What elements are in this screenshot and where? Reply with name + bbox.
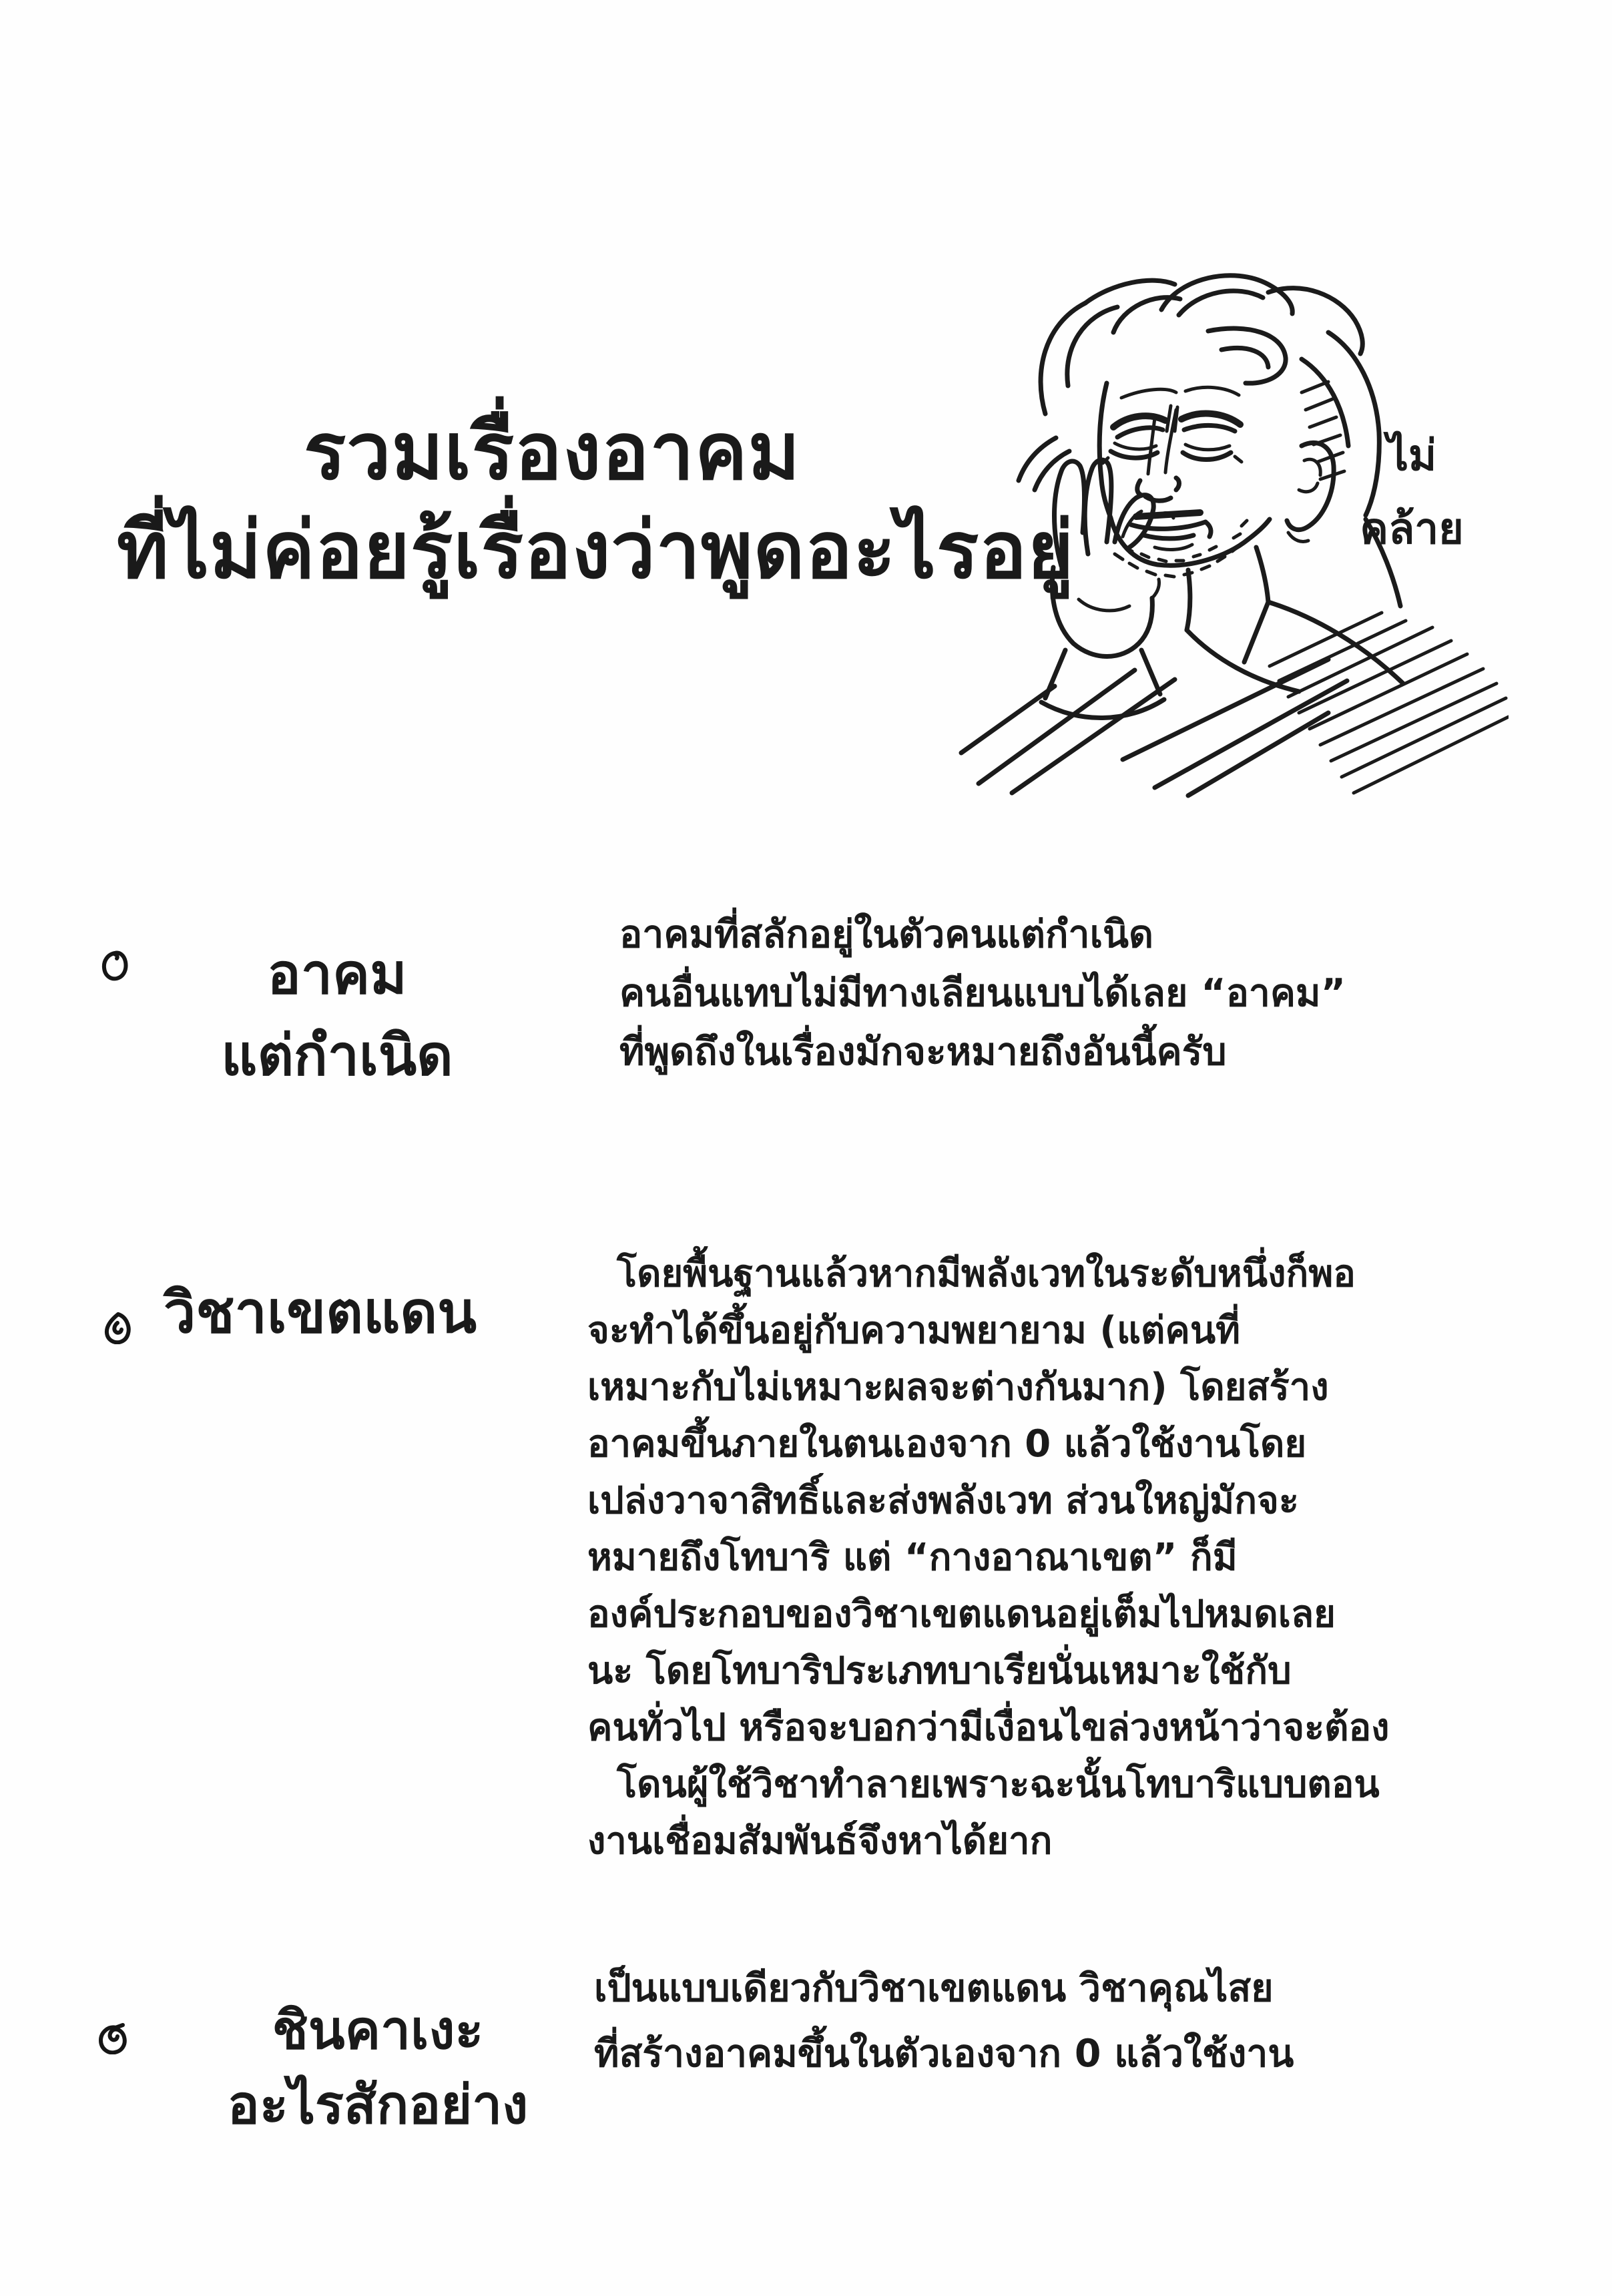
portrait-caption-line-2: คล้าย	[1360, 505, 1464, 554]
section-2-body-line: คนทั่วไป หรือจะบอกว่ามีเงื่อนไขล่วงหน้าว่าจะต้อง	[587, 1706, 1390, 1749]
portrait-caption	[1338, 419, 1485, 566]
section-1-body-line: อาคมที่สลักอยู่ในตัวคนแต่กำเนิด	[619, 912, 1154, 956]
section-2-body-line: อาคมขึ้นภายในตนเองจาก 0 แล้วใช้งานโดย	[587, 1422, 1307, 1466]
section-3-body	[594, 1956, 1294, 2086]
section-1-body-line: ที่พูดถึงในเรื่องมักจะหมายถึงอันนี้ครับ	[619, 1030, 1227, 1074]
section-3-body-line: เป็นแบบเดียวกับวิชาเขตแดน วิชาคุณไสย	[594, 1966, 1274, 2010]
portrait-caption-line-1: ไม่	[1386, 431, 1437, 481]
page-title-line-2: ที่ไม่ค่อยรู้เรื่องว่าพูดอะไรอยู่	[117, 504, 1075, 596]
section-3-body-line: ที่สร้างอาคมขึ้นในตัวเองจาก 0 แล้วใช้งาน	[594, 2032, 1294, 2076]
section-3-heading	[171, 1993, 585, 2142]
page-title-line-1: รวมเรื่องอาคม	[304, 405, 801, 497]
section-2-body-line: โดนผู้ใช้วิชาทำลายเพราะฉะนั้นโทบาริแบบตอน	[617, 1763, 1380, 1806]
section-2-body-line: เหมาะกับไม่เหมาะผลจะต่างกันมาก) โดยสร้าง	[587, 1366, 1329, 1409]
section-3-heading-line-2: อะไรสักอย่าง	[227, 2074, 529, 2136]
section-1-bullet-circle-icon	[100, 949, 129, 981]
section-2-body-line: เปล่งวาจาสิทธิ์และส่งพลังเวท ส่วนใหญ่มักจะ	[587, 1479, 1299, 1522]
section-1-heading	[164, 933, 511, 1096]
section-1-body	[619, 905, 1346, 1081]
section-2-bullet-droplet-icon	[100, 1310, 133, 1344]
section-2-body-line: องค์ประกอบของวิชาเขตแดนอยู่เต็มไปหมดเลย	[587, 1593, 1336, 1636]
section-2-body-line: โดยพื้นฐานแล้วหากมีพลังเวทในระดับหนึ่งก็พอ	[617, 1252, 1356, 1296]
section-2-body	[587, 1245, 1389, 1870]
section-3-heading-line-1: ชินคาเงะ	[272, 1999, 484, 2061]
section-2-body-line: จะทำได้ขึ้นอยู่กับความพยายาม (แต่คนที่	[587, 1309, 1241, 1352]
section-2-body-line: นะ โดยโทบาริประเภทบาเรียนั่นเหมาะใช้กับ	[587, 1649, 1292, 1693]
section-1-body-line: คนอื่นแทบไม่มีทางเลียนแบบได้เลย “อาคม”	[619, 971, 1346, 1015]
section-2-heading	[164, 1276, 477, 1350]
section-3-bullet-spiral-icon	[95, 2022, 129, 2054]
section-2-body-line: หมายถึงโทบาริ แต่ “กางอาณาเขต” ก็มี	[587, 1536, 1238, 1579]
section-2-body-line: งานเชื่อมสัมพันธ์จึงหาได้ยาก	[587, 1819, 1053, 1863]
section-1-heading-line-2: แต่กำเนิด	[221, 1023, 453, 1088]
section-1-heading-line-1: อาคม	[267, 941, 407, 1007]
section-2-heading-line-1: วิชาเขตแดน	[164, 1279, 477, 1346]
